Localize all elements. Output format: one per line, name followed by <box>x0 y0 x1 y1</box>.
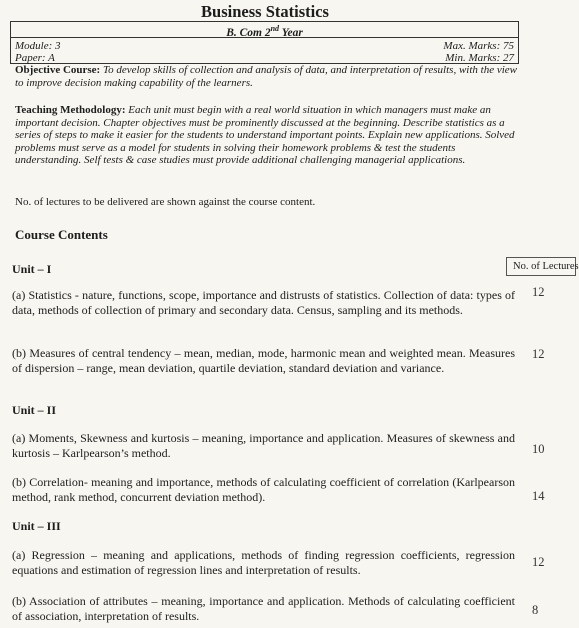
unit-2-item-b: (b) Correlation- meaning and importance, methods of calculating coefficient of correlation (Karlpearson method, rank method, concurrent deviation method). <box>12 475 515 504</box>
paper-row <box>15 52 514 64</box>
methodology-paragraph <box>15 104 520 167</box>
objective-text: To develop skills of collection and analysis of data, and interpretation of results, with the view to improve decision making capability of the learners. <box>15 64 517 89</box>
course-contents-heading: Course Contents <box>15 227 108 242</box>
course-text: B. Com 2nd Year <box>226 24 303 39</box>
unit-1-item-a-lectures: 12 <box>532 285 545 299</box>
module-row <box>15 40 514 52</box>
unit-3-item-a-lectures: 12 <box>532 555 545 569</box>
header-box <box>10 21 519 64</box>
paper-label: Paper: A <box>15 52 55 64</box>
lectures-column-header: No. of Lectures <box>506 257 576 276</box>
unit-1-title: Unit – I <box>12 262 52 276</box>
unit-3-item-a: (a) Regression – meaning and applications, methods of finding regression coefficients, regression equations and estimation of regression lines and interpretation of results. <box>12 548 515 577</box>
unit-3-item-b-lectures: 8 <box>532 603 539 617</box>
unit-2-title: Unit – II <box>12 403 57 417</box>
unit-3-item-b: (b) Association of attributes – meaning, importance and application. Methods of calculating coefficient of association, interpretation of results. <box>12 594 515 623</box>
unit-2-item-a-lectures: 10 <box>532 442 545 456</box>
unit-1-item-a: (a) Statistics - nature, functions, scope, importance and distrusts of statistics. Collection of data: types of data, methods of collection of primary and secondary data. Census, sampling and its methods. <box>12 288 515 317</box>
methodology-label: Teaching Methodology: <box>15 104 126 116</box>
unit-2-item-b-lectures: 14 <box>532 489 545 503</box>
unit-1-item-b-lectures: 12 <box>532 347 545 361</box>
methodology-text: Each unit must begin with a real world situation in which managers must make an important decision. Chapter objectives must be prominently discussed at the beginning. Describe statistics as a series of steps to make it easier for the students to understand important points. Explain new applications. Solved problems must serve as a model for students in solving their homework problems & test the students understanding. Self tests & case studies must provide additional challenging managerial applications. <box>15 104 515 166</box>
course-label <box>11 22 518 38</box>
objective-paragraph <box>15 64 520 89</box>
unit-2-item-a: (a) Moments, Skewness and kurtosis – meaning, importance and application. Measures of skewness and kurtosis – Karlpearson’s method. <box>12 431 515 460</box>
module-label: Module: 3 <box>15 40 61 52</box>
objective-label: Objective Course: <box>15 64 101 76</box>
unit-3-title: Unit – III <box>12 519 61 533</box>
unit-1-item-b: (b) Measures of central tendency – mean, median, mode, harmonic mean and weighted mean. Measures of dispersion – range, mean deviation, quartile deviation, standard deviation and variance. <box>12 346 515 375</box>
min-marks-label: Min. Marks: 27 <box>445 52 514 64</box>
page-title: Business Statistics <box>201 2 329 21</box>
lectures-note: No. of lectures to be delivered are shown against the course content. <box>15 196 316 208</box>
max-marks-label: Max. Marks: 75 <box>443 40 514 52</box>
